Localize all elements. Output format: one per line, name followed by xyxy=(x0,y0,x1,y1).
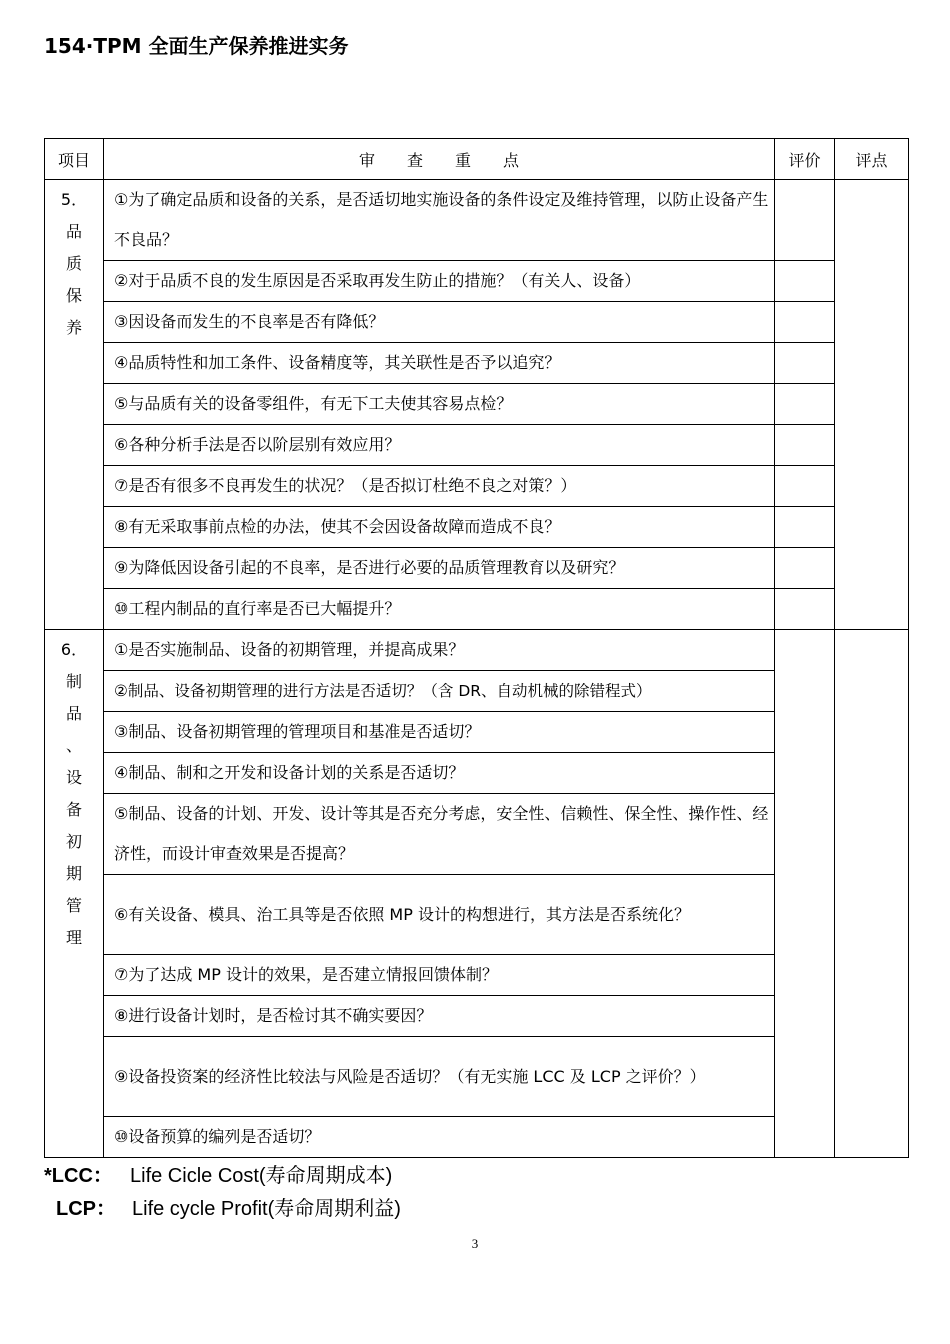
section-label-char: 期 xyxy=(65,864,82,883)
evaluation-cell[interactable] xyxy=(775,507,835,548)
evaluation-cell[interactable] xyxy=(775,180,835,261)
evaluation-cell[interactable] xyxy=(775,630,835,1158)
table-row xyxy=(45,302,909,343)
column-header-score: 评点 xyxy=(835,139,909,180)
section-label-char: 初 xyxy=(65,832,82,851)
check-item: ③制品、设备初期管理的管理项目和基准是否适切？ xyxy=(104,712,775,753)
column-header-evaluation: 评价 xyxy=(775,139,835,180)
check-item: ⑨设备投资案的经济性比较法与风险是否适切？（有无实施 LCC 及 LCP 之评价？） xyxy=(104,1037,775,1117)
check-item: ⑩设备预算的编列是否适切？ xyxy=(104,1117,775,1158)
evaluation-cell[interactable] xyxy=(775,548,835,589)
section-label-char: 、 xyxy=(65,736,82,755)
footnote-key: LCP： xyxy=(56,1198,116,1220)
table-row xyxy=(45,548,909,589)
column-header-key-points: 审 查 重 点 xyxy=(104,139,775,180)
footnote-lcc xyxy=(44,1160,401,1193)
section-label-char: 制 xyxy=(65,672,82,691)
page-title: 154·TPM 全面生产保养推进实务 xyxy=(44,34,349,58)
check-item: ①是否实施制品、设备的初期管理，并提高成果？ xyxy=(104,630,775,671)
score-cell[interactable] xyxy=(835,180,909,630)
footnote-lcp xyxy=(44,1193,401,1226)
check-item: ⑨为降低因设备引起的不良率，是否进行必要的品质管理教育以及研究？ xyxy=(104,548,775,589)
section-label-char: 备 xyxy=(65,800,82,819)
column-header-item: 项目 xyxy=(45,139,104,180)
section-label-char: 保 xyxy=(65,286,82,305)
check-item: ⑧进行设备计划时，是否检讨其不确实要因？ xyxy=(104,996,775,1037)
evaluation-cell[interactable] xyxy=(775,302,835,343)
section-label-quality-maintenance xyxy=(45,180,104,630)
table-row xyxy=(45,507,909,548)
section-label-char: 理 xyxy=(65,928,82,947)
section-label-char: 质 xyxy=(65,254,82,273)
section-number: 5． xyxy=(60,190,88,209)
check-item: ③因设备而发生的不良率是否有降低？ xyxy=(104,302,775,343)
evaluation-cell[interactable] xyxy=(775,261,835,302)
check-item: ⑤与品质有关的设备零组件，有无下工夫使其容易点检？ xyxy=(104,384,775,425)
check-item: ⑥各种分析手法是否以阶层别有效应用？ xyxy=(104,425,775,466)
page-number: 3 xyxy=(471,1236,479,1251)
section-label-initial-management xyxy=(45,630,104,1158)
evaluation-cell[interactable] xyxy=(775,343,835,384)
check-item: ⑦为了达成 MP 设计的效果，是否建立情报回馈体制？ xyxy=(104,955,775,996)
section-number: 6． xyxy=(60,640,88,659)
section-label-char: 品 xyxy=(65,704,82,723)
footnote-text: Life Cicle Cost(寿命周期成本) xyxy=(130,1165,393,1187)
check-item: ②对于品质不良的发生原因是否采取再发生防止的措施？（有关人、设备） xyxy=(104,261,775,302)
table-row xyxy=(45,630,909,671)
footnotes xyxy=(44,1160,401,1226)
section-label-char: 管 xyxy=(65,896,82,915)
check-item: ⑧有无采取事前点检的办法，使其不会因设备故障而造成不良？ xyxy=(104,507,775,548)
footnote-key: *LCC： xyxy=(44,1165,113,1187)
check-item: ⑥有关设备、模具、治工具等是否依照 MP 设计的构想进行，其方法是否系统化？ xyxy=(104,875,775,955)
table-row xyxy=(45,589,909,630)
audit-checklist-table xyxy=(44,138,909,1158)
check-item: ⑦是否有很多不良再发生的状况？（是否拟订杜绝不良之对策？） xyxy=(104,466,775,507)
footnote-text: Life cycle Profit(寿命周期利益) xyxy=(132,1198,401,1220)
table-row xyxy=(45,384,909,425)
evaluation-cell[interactable] xyxy=(775,425,835,466)
table-row xyxy=(45,261,909,302)
check-item: ②制品、设备初期管理的进行方法是否适切？（含 DR、自动机械的除错程式） xyxy=(104,671,775,712)
table-row xyxy=(45,425,909,466)
section-label-char: 品 xyxy=(65,222,82,241)
check-item: ④制品、制和之开发和设备计划的关系是否适切？ xyxy=(104,753,775,794)
table-row xyxy=(45,180,909,261)
evaluation-cell[interactable] xyxy=(775,384,835,425)
section-label-char: 养 xyxy=(65,318,82,337)
evaluation-cell[interactable] xyxy=(775,589,835,630)
evaluation-cell[interactable] xyxy=(775,466,835,507)
check-item: ⑤制品、设备的计划、开发、设计等其是否充分考虑，安全性、信赖性、保全性、操作性、经济性，而设计审查效果是否提高？ xyxy=(104,794,775,875)
check-item: ①为了确定品质和设备的关系，是否适切地实施设备的条件设定及维持管理，以防止设备产生不良品？ xyxy=(104,180,775,261)
check-item: ④品质特性和加工条件、设备精度等，其关联性是否予以追究？ xyxy=(104,343,775,384)
section-label-char: 设 xyxy=(65,768,82,787)
check-item: ⑩工程内制品的直行率是否已大幅提升？ xyxy=(104,589,775,630)
table-row xyxy=(45,466,909,507)
score-cell[interactable] xyxy=(835,630,909,1158)
table-row xyxy=(45,343,909,384)
table-header-row xyxy=(45,139,909,180)
